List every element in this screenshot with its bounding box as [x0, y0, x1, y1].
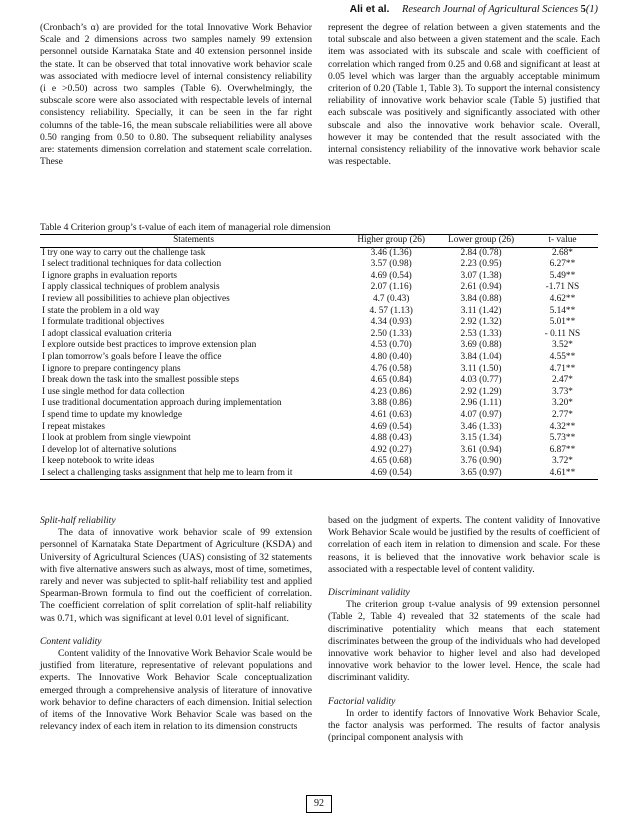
header-volume: 5 — [580, 4, 586, 15]
table-row — [40, 247, 598, 259]
cell-statement: I ignore to prepare contingency plans — [42, 363, 181, 374]
cell-higher-group: 4.88 (0.43) — [370, 433, 412, 444]
cell-lower-group: 3.69 (0.88) — [460, 340, 502, 351]
cell-t-value: 3.20* — [551, 398, 573, 409]
paragraph-reliability: (Cronbach’s α) are provided for the total Innovative Work Behavior Scale and 2 dimensions across two samples namely 99 extension personnel outside Karnataka State and 40 extension personnel inside the state. It can be observed that total innovative work behavior scale was associated with mediocre level of internal consistency reliability (i e >0.50) across two samples (Table 6). Overwhelmingly, the subscale score were also associated with respectable levels of internal consistency reliability. Specially, it can be seen in the far right columns of the table-16, the mean subscale reliabilities were all above 0.50 ranging from 0.50 to 0.80. The subsequent reliability analyses are: statements dimension correlation and statement scale correlation. These — [40, 22, 312, 168]
cell-higher-group: 2.07 (1.16) — [370, 282, 412, 293]
cell-higher-group: 2.50 (1.33) — [370, 328, 412, 339]
heading-discriminant-validity: Discriminant validity — [328, 587, 410, 599]
page-number: 92 — [306, 795, 332, 813]
cell-t-value: 6.87** — [549, 444, 576, 455]
cell-lower-group: 2.84 (0.78) — [460, 247, 502, 258]
cell-higher-group: 4.92 (0.27) — [370, 444, 412, 455]
cell-t-value: 4.71** — [549, 363, 576, 374]
table-row — [40, 329, 598, 341]
heading-split-half: Split-half reliability — [40, 515, 116, 526]
table-row — [40, 456, 598, 468]
cell-statement: I adopt classical evaluation criteria — [42, 328, 172, 339]
table-row — [40, 340, 598, 352]
cell-higher-group: 4.53 (0.70) — [370, 340, 412, 351]
cell-higher-group: 4.80 (0.40) — [370, 351, 412, 362]
cell-higher-group: 4.23 (0.86) — [370, 386, 412, 397]
cell-lower-group: 3.07 (1.38) — [460, 270, 502, 281]
cell-lower-group: 4.03 (0.77) — [460, 375, 502, 386]
cell-statement: I look at problem from single viewpoint — [42, 433, 191, 444]
cell-t-value: 4.32** — [549, 421, 576, 432]
paragraph-factorial-validity: In order to identify factors of Innovative Work Behavior Scale, the factor analysis was performed. The results of factor analysis (principal component analysis with — [328, 707, 600, 744]
table-header-row — [40, 235, 598, 248]
table-row — [40, 364, 598, 376]
paragraph-discriminant-validity: The criterion group t-value analysis of 99 extension personnel (Table 2, Table 4) revealed that 32 statements of the scale had discriminative potentiality which means that each statement discriminates between the group of the individuals who had developed innovative work behavior to higher level and also had developed innovative work behavior to the lower level. Hence, the scale had discriminant validity. — [328, 599, 600, 684]
cell-higher-group: 4.65 (0.84) — [370, 375, 412, 386]
cell-lower-group: 2.92 (1.32) — [460, 317, 502, 328]
cell-higher-group: 4.69 (0.54) — [370, 421, 412, 432]
bottom-left-column — [40, 515, 312, 733]
header-journal-name: Research Journal of Agricultural Sciences — [402, 4, 579, 15]
table-row — [40, 317, 598, 329]
heading-content-validity: Content validity — [40, 635, 102, 647]
cell-higher-group: 4.69 (0.54) — [347, 468, 435, 480]
top-right-column — [328, 22, 600, 168]
cell-statement: I select a challenging tasks assignment that help me to learn from it — [40, 468, 347, 480]
cell-t-value: 4.55** — [549, 351, 576, 362]
cell-statement: I explore outside best practices to improve extension plan — [42, 340, 257, 351]
header-statements: Statements — [40, 235, 347, 248]
cell-t-value: -1.71 NS — [545, 282, 580, 293]
table-row — [40, 398, 598, 410]
cell-higher-group: 4.61 (0.63) — [370, 409, 412, 420]
cell-t-value: 3.73* — [551, 386, 573, 397]
cell-statement: I try one way to carry out the challenge task — [42, 247, 206, 258]
cell-higher-group: 3.88 (0.86) — [370, 398, 412, 409]
cell-higher-group: 4.69 (0.54) — [370, 270, 412, 281]
cell-lower-group: 2.61 (0.94) — [460, 282, 502, 293]
cell-t-value: 3.72* — [551, 456, 573, 467]
cell-t-value: 2.68* — [551, 247, 573, 258]
cell-lower-group: 2.92 (1.29) — [460, 386, 502, 397]
table-row — [40, 433, 598, 445]
cell-lower-group: 3.11 (1.42) — [460, 305, 502, 316]
cell-t-value: 3.52* — [551, 340, 573, 351]
running-header — [350, 4, 598, 15]
cell-statement: I apply classical techniques of problem analysis — [42, 282, 220, 293]
cell-higher-group: 4.65 (0.68) — [370, 456, 412, 467]
header-author: Ali et al. — [349, 4, 390, 15]
cell-higher-group: 4.7 (0.43) — [372, 293, 410, 304]
table-row — [40, 445, 598, 457]
header-higher-group: Higher group (26) — [347, 235, 435, 248]
cell-statement: I plan tomorrow’s goals before I leave the office — [42, 351, 222, 362]
cell-t-value: - 0.11 NS — [544, 328, 581, 339]
cell-statement: I spend time to update my knowledge — [42, 409, 182, 420]
top-left-column — [40, 22, 312, 168]
cell-lower-group: 3.15 (1.34) — [460, 433, 502, 444]
cell-lower-group: 2.53 (1.33) — [460, 328, 502, 339]
cell-lower-group: 3.76 (0.90) — [460, 456, 502, 467]
table-row — [40, 294, 598, 306]
table-caption: Table 4 Criterion group’s t-value of each item of managerial role dimension — [40, 222, 331, 233]
cell-t-value: 5.73** — [549, 433, 576, 444]
paragraph-content-validity: Content validity of the Innovative Work Behavior Scale would be justified from literature, representative of relevant populations and experts. The Innovative Work Behavior Scale conceptualization emerged through a comprehensive analysis of literature of innovative work behavior to define characters of each dimension. Initial selection of items of the Innovative Work Behavior Scale was based on the relevancy index of each item in relation to its dimension constructs — [40, 648, 312, 733]
cell-higher-group: 3.46 (1.36) — [370, 247, 412, 258]
cell-statement: I keep notebook to write ideas — [42, 456, 155, 467]
cell-lower-group: 3.65 (0.97) — [435, 468, 527, 480]
table-row — [40, 306, 598, 318]
table-row — [40, 282, 598, 294]
cell-t-value: 4.62** — [549, 293, 576, 304]
cell-t-value: 5.14** — [549, 305, 576, 316]
table-row — [40, 375, 598, 387]
table-row — [40, 259, 598, 271]
cell-statement: I formulate traditional objectives — [42, 317, 165, 328]
table-row — [40, 422, 598, 434]
table-row — [40, 387, 598, 399]
cell-statement: I use single method for data collection — [42, 386, 185, 397]
criterion-table — [40, 234, 598, 480]
cell-lower-group: 3.11 (1.50) — [460, 363, 502, 374]
cell-lower-group: 3.46 (1.33) — [460, 421, 502, 432]
paragraph-correlation: represent the degree of relation between a given statements and the total subscale and also between a given statement and the scale. Each item was associated with its subscale and scale with coefficient of correlation which ranged from 0.25 and 0.68 and significant at least at 0.05 level which was larger than the arguably acceptable minimum criterion of 0.20 (Table 1, Table 3). To support the internal consistency reliability of innovative work behavior scale (Table 5) justified that each subscale was positively and significantly associated with other subscale and also the innovative work behavior scale. Overall, however it may be contended that the result associated with the internal consistency reliability of the innovative work behavior scale was respectable. — [328, 22, 600, 168]
cell-t-value: 5.01** — [549, 317, 576, 328]
cell-statement: I review all possibilities to achieve plan objectives — [42, 293, 230, 304]
cell-t-value: 6.27** — [549, 259, 576, 270]
header-journal — [402, 4, 598, 15]
header-lower-group: Lower group (26) — [435, 235, 527, 248]
table-row — [40, 410, 598, 422]
table-row — [40, 352, 598, 364]
bottom-right-column — [328, 515, 600, 744]
cell-lower-group: 2.23 (0.95) — [460, 259, 502, 270]
cell-statement: I break down the task into the smallest possible steps — [42, 375, 240, 386]
cell-t-value: 2.77* — [551, 409, 573, 420]
table-row — [40, 468, 598, 480]
cell-higher-group: 4.34 (0.93) — [370, 317, 412, 328]
cell-statement: I select traditional techniques for data collection — [42, 259, 222, 270]
paragraph-content-validity-cont: based on the judgment of experts. The content validity of Innovative Work Behavior Scale would be justified by the results of coefficient of correlation of each item in relation to dimension and scale. For these reasons, it is believed that the innovative work behavior scale is associated with a respectable level of content validity. — [328, 515, 600, 575]
heading-factorial-validity: Factorial validity — [328, 695, 396, 707]
cell-higher-group: 3.57 (0.98) — [370, 259, 412, 270]
cell-higher-group: 4.76 (0.58) — [370, 363, 412, 374]
cell-lower-group: 3.84 (0.88) — [460, 293, 502, 304]
cell-higher-group: 4. 57 (1.13) — [369, 305, 413, 316]
table-row — [40, 271, 598, 283]
cell-statement: I use traditional documentation approach during implementation — [42, 398, 282, 409]
paragraph-split-half: The data of innovative work behavior scale of 99 extension personnel of Karnataka State Department of Agriculture (KSDA) and University of Agricultural Sciences (UAS) consisting of 32 statements with five alternative answers such as always, most of time, sometimes, rarely and never was subjected to split-half reliability test and applied Spearman-Brown formula to find out the coefficient of correlation. The coefficient correlation of split correlation of split-half reliability was 0.71, which was significant at level 0.01 level of significant. — [40, 527, 312, 624]
cell-statement: I repeat mistakes — [42, 421, 105, 432]
header-issue: (1) — [585, 4, 598, 15]
cell-statement: I develop lot of alternative solutions — [42, 444, 177, 455]
header-t-value: t- value — [527, 235, 598, 248]
cell-lower-group: 2.96 (1.11) — [460, 398, 502, 409]
cell-statement: I ignore graphs in evaluation reports — [42, 270, 178, 281]
cell-statement: I state the problem in a old way — [42, 305, 160, 316]
cell-t-value: 5.49** — [549, 270, 576, 281]
cell-lower-group: 3.61 (0.94) — [460, 444, 502, 455]
cell-lower-group: 3.84 (1.04) — [460, 351, 502, 362]
cell-lower-group: 4.07 (0.97) — [460, 409, 502, 420]
cell-t-value: 2.47* — [551, 375, 573, 386]
table-body — [40, 247, 598, 480]
cell-t-value: 4.61** — [527, 468, 598, 480]
